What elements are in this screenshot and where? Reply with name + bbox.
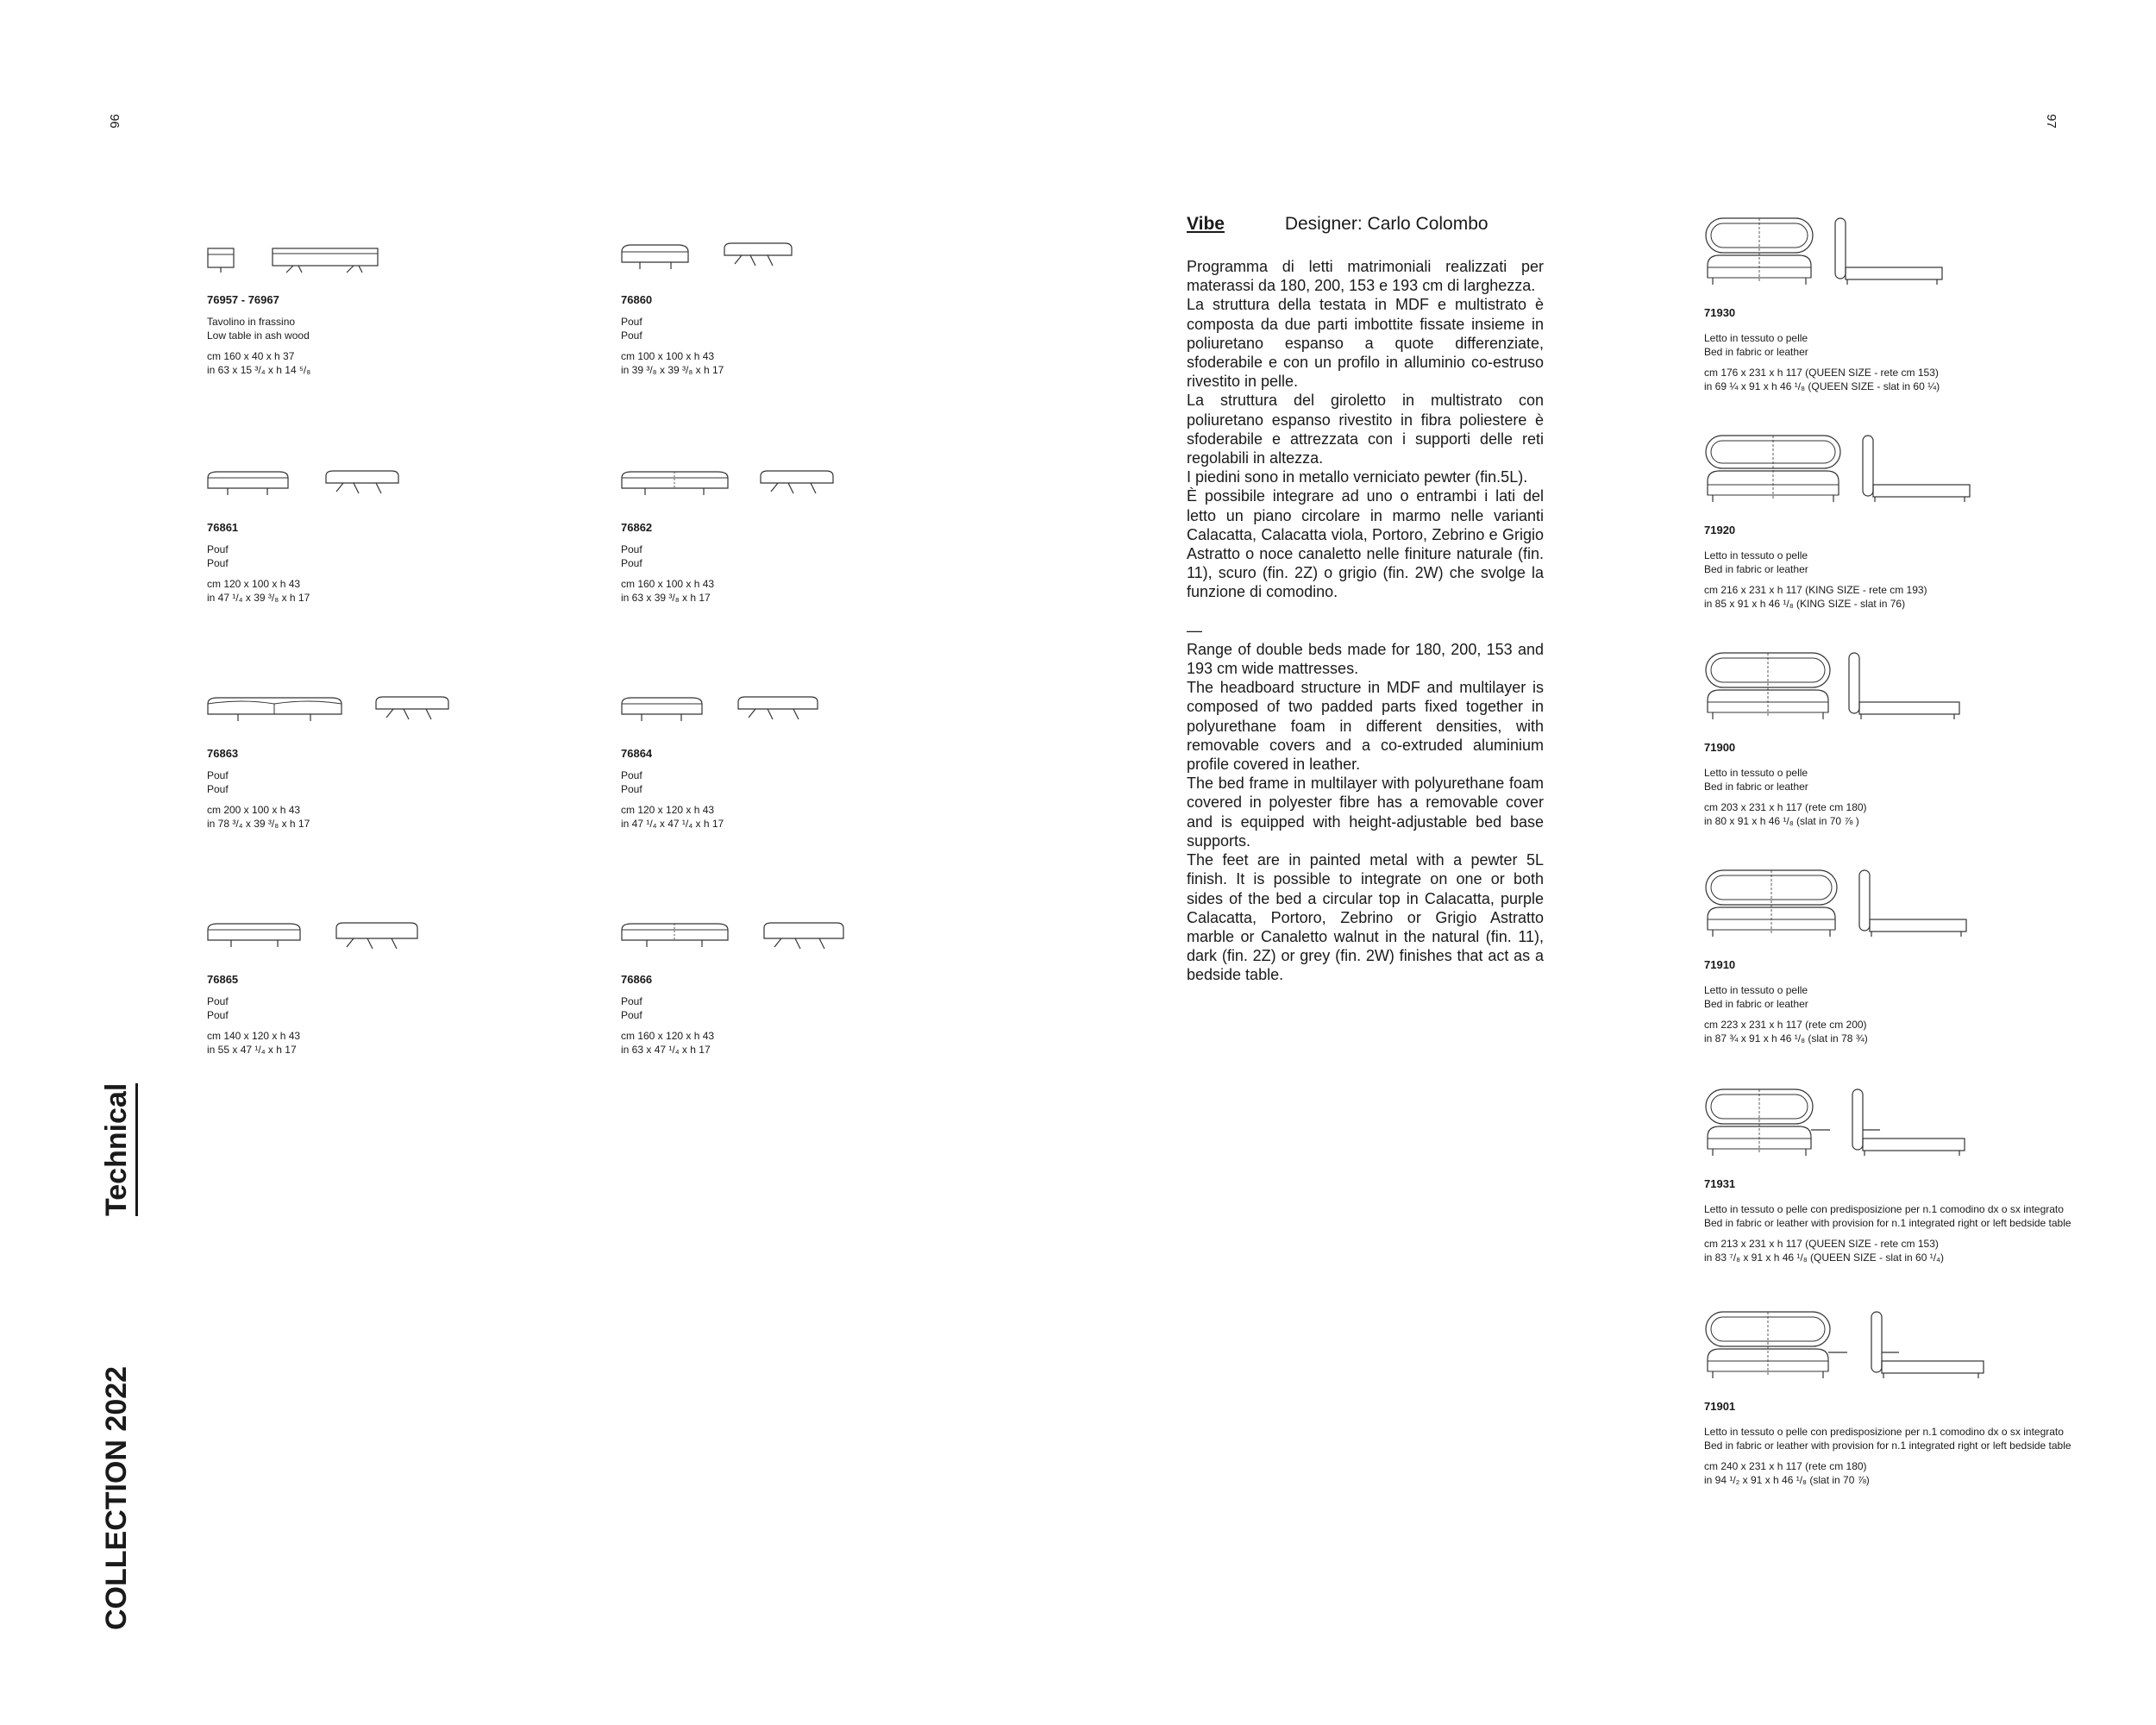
bed-item: [1704, 868, 2156, 1045]
product-item: [207, 469, 552, 605]
bed-dim-in: in 83 ⁷/₈ x 91 x h 46 ¹/₈ (QUEEN SIZE - slat in 60 ¹/₄): [1704, 1251, 1944, 1264]
description-en-paragraph: The bed frame in multilayer with polyurethane foam covered in polyester fibre has a removable cover and is equipped with height-adjustable bed base supports.: [1187, 775, 1544, 850]
product-desc-en: Pouf: [621, 329, 642, 342]
product-desc-en: Pouf: [207, 557, 229, 569]
description-it-paragraph: Programma di letti matrimoniali realizzati per materassi da 180, 200, 153 e 193 cm di larghezza.: [1187, 258, 1544, 295]
section-label-technical: Technical: [100, 1083, 138, 1216]
bed-dim-cm: cm 203 x 231 x h 117 (rete cm 180): [1704, 801, 1867, 813]
pouf-drawing: [621, 921, 862, 961]
product-code: 76862: [621, 521, 653, 534]
pouf-drawing: [207, 469, 414, 509]
product-desc-en: Pouf: [621, 1009, 642, 1021]
pouf-drawing: [621, 469, 845, 509]
bed-desc-it: Letto in tessuto o pelle con predisposizione per n.1 comodino dx o sx integrato: [1704, 1426, 2064, 1438]
product-dim-in: in 55 x 47 ¹/₄ x h 17: [207, 1044, 297, 1056]
bed-item: [1704, 433, 2156, 611]
product-desc-en: Pouf: [621, 783, 642, 795]
pouf-drawing: [621, 695, 828, 735]
product-dim-in: in 63 x 15 ³/₄ x h 14 ⁵/₈: [207, 364, 311, 376]
product-code: 76861: [207, 521, 239, 534]
product-code: 76957 - 76967: [207, 293, 279, 306]
product-item: [207, 247, 552, 377]
product-code: 76864: [621, 747, 653, 760]
product-dim-cm: cm 120 x 100 x h 43: [207, 578, 301, 590]
bed-desc-en: Bed in fabric or leather: [1704, 346, 1808, 358]
product-desc-it: Pouf: [621, 769, 642, 781]
bed-item: [1704, 650, 2156, 828]
bed-desc-en: Bed in fabric or leather with provision for n.1 integrated right or left bedside table: [1704, 1440, 2071, 1452]
bed-drawing: [1704, 1309, 2015, 1387]
product-code: 76860: [621, 293, 653, 306]
vibe-description: [1187, 257, 1544, 985]
bed-drawing: [1704, 216, 1980, 293]
page-number-left: 96: [106, 114, 122, 129]
product-code: 76863: [207, 747, 239, 760]
product-item: [207, 695, 552, 831]
product-item: [621, 242, 966, 377]
product-desc-it: Pouf: [621, 543, 642, 555]
description-en-paragraph: Range of double beds made for 180, 200, 153 and 193 cm wide mattresses.: [1187, 640, 1544, 678]
bed-desc-en: Bed in fabric or leather: [1704, 563, 1808, 575]
description-en-paragraph: The feet are in painted metal with a pewter 5L finish. It is possible to integrate on one or both sides of the bed a circular top in Calacatta, purple Calacatta, Portoro, Zebrino or Grigio Astratto marble or Canaletto walnut in the natural (fin. 11), dark (fin. 2Z) or grey (fin. 2W) finishes that act as a bedside table.: [1187, 851, 1544, 984]
product-dim-cm: cm 120 x 120 x h 43: [621, 804, 715, 816]
product-desc-en: Pouf: [207, 1009, 229, 1021]
bed-desc-it: Letto in tessuto o pelle: [1704, 767, 1808, 779]
product-dim-in: in 47 ¹/₄ x 39 ³/₈ x h 17: [207, 592, 310, 604]
bed-dim-cm: cm 240 x 231 x h 117 (rete cm 180): [1704, 1460, 1867, 1472]
bed-dim-in: in 85 x 91 x h 46 ¹/₈ (KING SIZE - slat in 76): [1704, 598, 1906, 610]
product-desc-it: Pouf: [621, 316, 642, 328]
bed-dim-in: in 69 ¼ x 91 x h 46 ¹/₈ (QUEEN SIZE - slat in 60 ¼): [1704, 380, 1940, 392]
product-desc-it: Pouf: [207, 543, 229, 555]
product-item: [207, 921, 552, 1057]
bed-code: 71931: [1704, 1177, 1736, 1190]
bed-desc-en: Bed in fabric or leather: [1704, 781, 1808, 793]
language-separator: —: [1187, 621, 1202, 639]
bed-code: 71920: [1704, 524, 1736, 536]
product-dim-cm: cm 160 x 40 x h 37: [207, 350, 295, 362]
product-dim-cm: cm 200 x 100 x h 43: [207, 804, 301, 816]
bed-desc-it: Letto in tessuto o pelle: [1704, 332, 1808, 344]
product-dim-cm: cm 140 x 120 x h 43: [207, 1030, 301, 1042]
bed-drawing: [1704, 650, 1997, 728]
bed-dim-in: in 87 ¾ x 91 x h 46 ¹/₈ (slat in 78 ¾): [1704, 1032, 1868, 1044]
pouf-drawing: [207, 695, 457, 735]
bed-code: 71930: [1704, 306, 1736, 319]
product-item: [621, 921, 966, 1057]
product-dim-in: in 39 ³/₈ x 39 ³/₈ x h 17: [621, 364, 724, 376]
vibe-header: [1187, 214, 1489, 235]
product-desc-en: Low table in ash wood: [207, 329, 310, 342]
pouf-drawing: [621, 242, 811, 281]
low-table-drawing: [207, 247, 397, 281]
bed-dim-cm: cm 213 x 231 x h 117 (QUEEN SIZE - rete cm 153): [1704, 1238, 1939, 1250]
bed-desc-en: Bed in fabric or leather with provision for n.1 integrated right or left bedside table: [1704, 1217, 2071, 1229]
product-dim-cm: cm 160 x 100 x h 43: [621, 578, 715, 590]
product-dim-cm: cm 160 x 120 x h 43: [621, 1030, 715, 1042]
product-desc-en: Pouf: [621, 557, 642, 569]
bed-dim-in: in 94 ¹/₂ x 91 x h 46 ¹/₈ (slat in 70 ⅞): [1704, 1474, 1870, 1486]
product-name: Vibe: [1187, 214, 1225, 234]
bed-desc-it: Letto in tessuto o pelle con predisposizione per n.1 comodino dx o sx integrato: [1704, 1203, 2064, 1215]
bed-drawing: [1704, 868, 1997, 945]
collection-label: COLLECTION 2022: [100, 1365, 133, 1630]
bed-item: [1704, 1309, 2156, 1487]
designer-name: Designer: Carlo Colombo: [1284, 214, 1489, 234]
product-dim-in: in 78 ³/₄ x 39 ³/₈ x h 17: [207, 818, 310, 830]
bed-drawing: [1704, 433, 1997, 511]
product-item: [621, 695, 966, 831]
product-code: 76865: [207, 973, 239, 986]
pouf-drawing: [207, 921, 431, 961]
bed-drawing: [1704, 1087, 1997, 1164]
bed-desc-en: Bed in fabric or leather: [1704, 998, 1808, 1010]
product-desc-it: Tavolino in frassino: [207, 316, 296, 328]
bed-dim-cm: cm 176 x 231 x h 117 (QUEEN SIZE - rete cm 153): [1704, 367, 1939, 379]
product-dim-in: in 63 x 47 ¹/₄ x h 17: [621, 1044, 711, 1056]
product-item: [621, 469, 966, 605]
bed-code: 71901: [1704, 1400, 1736, 1413]
bed-dim-in: in 80 x 91 x h 46 ¹/₈ (slat in 70 ⅞ ): [1704, 815, 1859, 827]
product-dim-in: in 63 x 39 ³/₈ x h 17: [621, 592, 711, 604]
product-dim-cm: cm 100 x 100 x h 43: [621, 350, 715, 362]
product-desc-en: Pouf: [207, 783, 229, 795]
product-dim-in: in 47 ¹/₄ x 47 ¹/₄ x h 17: [621, 818, 724, 830]
bed-item: [1704, 216, 2156, 393]
description-it-paragraph: La struttura del giroletto in multistrato con poliuretano espanso rivestito in fibra poliestere è sfoderabile e attrezzata con i supporti delle reti regolabili in altezza.: [1187, 392, 1544, 467]
bed-code: 71910: [1704, 958, 1736, 971]
bed-desc-it: Letto in tessuto o pelle: [1704, 984, 1808, 996]
description-en-paragraph: The headboard structure in MDF and multilayer is composed of two padded parts fixed together in polyurethane foam in different densities, with removable covers and a co-extruded aluminium profile covered in leather.: [1187, 679, 1544, 774]
bed-desc-it: Letto in tessuto o pelle: [1704, 549, 1808, 561]
description-it-paragraph: La struttura della testata in MDF e multistrato è composta da due parti imbottite fissate insieme in poliuretano espanso a quote differenziate, sfoderabile e con un profilo in alluminio co-estruso rivestito in pelle.: [1187, 296, 1544, 391]
product-desc-it: Pouf: [207, 995, 229, 1007]
page-number-right: 97: [2043, 114, 2059, 129]
bed-code: 71900: [1704, 741, 1736, 754]
description-it-paragraph: I piedini sono in metallo verniciato pewter (fin.5L).: [1187, 468, 1528, 486]
product-desc-it: Pouf: [207, 769, 229, 781]
bed-dim-cm: cm 223 x 231 x h 117 (rete cm 200): [1704, 1019, 1867, 1031]
bed-dim-cm: cm 216 x 231 x h 117 (KING SIZE - rete cm 193): [1704, 584, 1927, 596]
bed-item: [1704, 1087, 2156, 1264]
product-code: 76866: [621, 973, 653, 986]
product-desc-it: Pouf: [621, 995, 642, 1007]
description-it-paragraph: È possibile integrare ad uno o entrambi i lati del letto un piano circolare in marmo nelle varianti Calacatta, Calacatta viola, Portoro, Zebrino e Grigio Astratto o noce canaletto nelle finiture naturale (fin. 11), scuro (fin. 2Z) o grigio (fin. 2W) che svolge la funzione di comodino.: [1187, 487, 1544, 601]
